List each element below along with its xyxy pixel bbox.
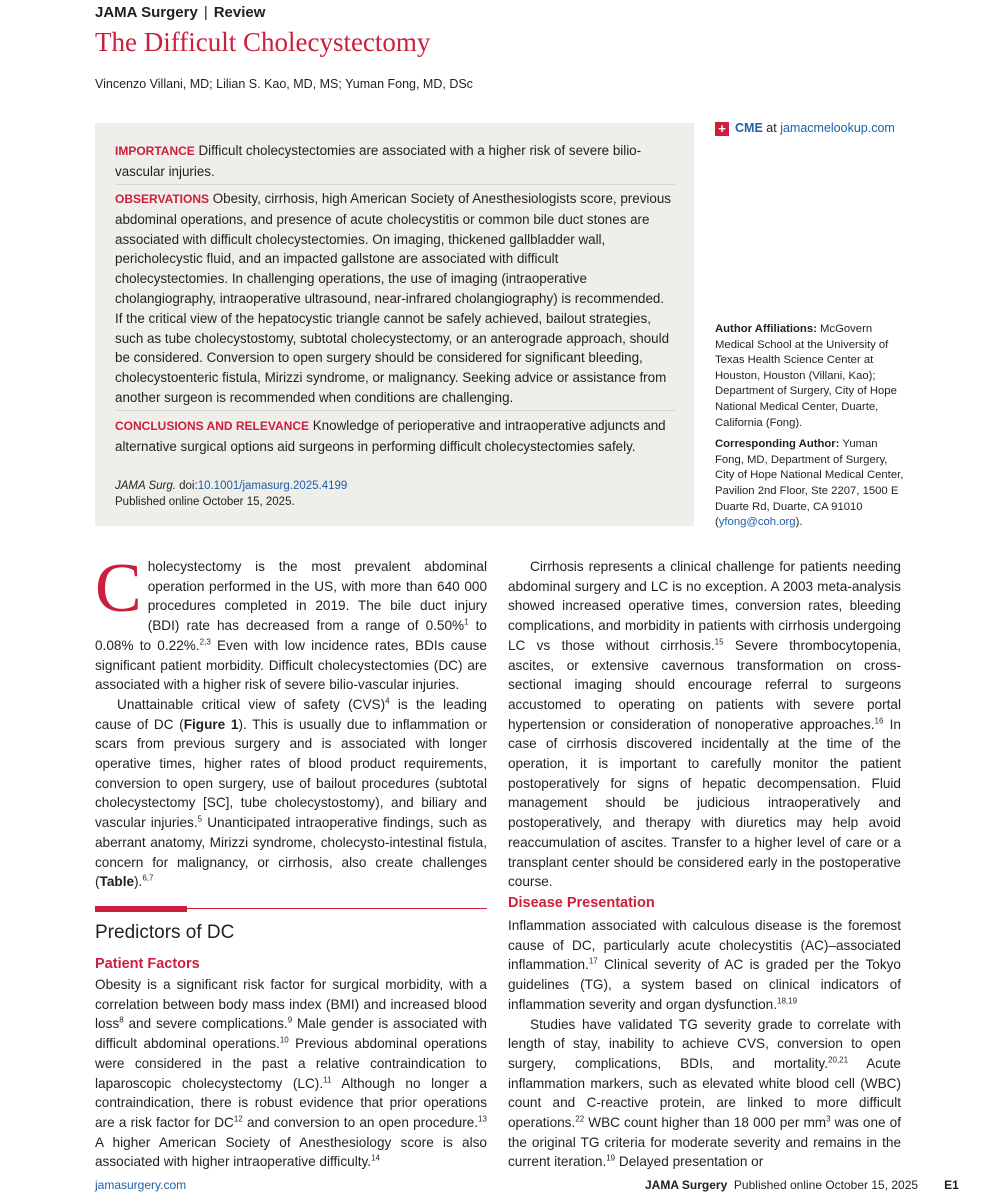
article-title: The Difficult Cholecystectomy xyxy=(95,27,431,57)
ref-sup: 11 xyxy=(323,1074,332,1084)
header-separator: | xyxy=(203,4,208,21)
dp-text: Acute inflammation markers, such as elevated white blood cell (WBC) count and C-reactive protein, are linked to more difficult operations. xyxy=(508,1055,901,1131)
ref-sup: 1 xyxy=(464,617,469,627)
ref-sup: 14 xyxy=(371,1153,380,1163)
intro-text: ). This is usually due to inflammation or scars from previous surgery and is associated with longer operative times, higher rates of blood product requirements, conversion to open surgery, use of bailout procedures (subtotal cholecystectomy [SC], tube cholecystostomy), and biliary and vascular injuries. xyxy=(95,716,487,831)
conclusions-text: Knowledge of perioperative and intraoperative adjuncts and alternative surgical options aid surgeons in performing difficult cholecystectomies safely. xyxy=(115,418,666,454)
ref-sup: 9 xyxy=(287,1015,293,1025)
journal-name: JAMA Surgery xyxy=(95,4,198,21)
dp-text: Clinical severity of AC is graded per the Tokyo guidelines (TG), a system based on clinical indicators of inflammation severity and organ dysfunction. xyxy=(508,957,901,1012)
ref-sup: 3 xyxy=(826,1114,831,1124)
intro-text: Unattainable critical view of safety (CVS) xyxy=(117,696,386,712)
intro-paragraph-1 xyxy=(95,550,487,695)
cme-block xyxy=(715,121,895,136)
patient-factors-paragraph xyxy=(95,975,487,1172)
ref-sup: 16 xyxy=(874,716,884,726)
ref-sup: 18,19 xyxy=(777,996,798,1006)
ref-sup: 8 xyxy=(119,1015,124,1025)
subheading-patient-factors: Patient Factors xyxy=(95,956,200,972)
corresponding-text: Yuman Fong, MD, Department of Surgery, City of Hope National Medical Center, Pavilion 2nd Floor, Ste 2207, 1500 E Duarte Rd, Duarte, CA 91010 ( xyxy=(715,438,904,529)
pf-text: Obesity is a significant risk factor for surgical morbidity, with a correlation between body mass index (BMI) and increased blood loss xyxy=(95,977,487,1032)
cme-at: at xyxy=(766,121,777,135)
dp-text: Delayed presentation or xyxy=(615,1154,764,1170)
ref-sup: 10 xyxy=(279,1035,289,1045)
intro-text: ). xyxy=(134,874,143,890)
abstract-conclusions xyxy=(115,416,675,457)
section-heading-predictors: Predictors of DC xyxy=(95,922,235,943)
importance-label: IMPORTANCE xyxy=(115,144,195,158)
page-number: E1 xyxy=(944,1178,959,1192)
section-rule-accent xyxy=(95,906,187,912)
ref-sup: 2,3 xyxy=(199,637,211,647)
pf-text: Previous abdominal operations were considered in the past a relative contraindication to laparoscopic cholecystectomy (LC). xyxy=(95,1036,487,1091)
cite-journal: JAMA Surg. xyxy=(115,480,176,492)
pf-text: Although no longer a contraindication, there is robust evidence that prior operations are a risk factor for DC xyxy=(95,1075,487,1130)
cirrhosis-text: Severe thrombocytopenia, ascites, or extensive cavernous transformation on cross-sectional imaging should encourage referral to surgeons accustomed to operating on patients with severe portal hypertension or consideration of nonoperative approaches. xyxy=(508,637,901,732)
intro-paragraph-2 xyxy=(95,695,487,892)
disease-paragraph-1 xyxy=(508,916,901,1015)
ref-sup: 20,21 xyxy=(828,1055,849,1065)
cirrhosis-paragraph xyxy=(508,557,901,892)
ref-sup: 15 xyxy=(714,637,724,647)
abstract-divider xyxy=(115,184,675,185)
dp-text: Inflammation associated with calculous disease is the foremost cause of DC, particularly acute cholecystitis (AC)–associated inflammation. xyxy=(508,918,901,973)
body-column-left-patient-factors xyxy=(95,975,487,1172)
corresponding-label: Corresponding Author: xyxy=(715,438,840,451)
ref-sup: 12 xyxy=(233,1114,243,1124)
dp-text: Studies have validated TG severity grade to correlate with length of stay, inability to achieve CVS, conversion to open surgery, complications, BDIs, and mortality. xyxy=(508,1016,901,1071)
figure-ref-link[interactable]: Figure 1 xyxy=(183,716,239,732)
disease-paragraph-2 xyxy=(508,1015,901,1173)
ref-sup: 22 xyxy=(575,1114,585,1124)
pf-text: Male gender is associated with difficult abdominal operations. xyxy=(95,1016,487,1052)
affiliations-label: Author Affiliations: xyxy=(715,323,817,335)
ref-sup: 13 xyxy=(478,1114,487,1124)
pf-text: A higher American Society of Anesthesiology score is also associated with higher intraoperative difficulty. xyxy=(95,1134,487,1170)
pf-text: and conversion to an open procedure. xyxy=(242,1114,479,1130)
footer-info xyxy=(645,1178,959,1192)
cirrhosis-text: In case of cirrhosis discovered incidentally at the time of the operation, it is important to carefully monitor the patient postoperatively for signs of hepatic decompensation. Fluid management should be judicious intraoperatively and postoperatively, and therapy with diuretics may help avoid reaccumulation of ascites. Transfer to a higher level of care or a transplant center should be considered early in the postoperative course. xyxy=(508,716,901,890)
cirrhosis-text: Cirrhosis represents a clinical challenge for patients needing abdominal surgery and LC is no exception. A 2003 meta-analysis showed increased operative times, conversion rates, bleeding complications, and morbidity in patients with cirrhosis undergoing LC vs those without cirrhosis. xyxy=(508,559,901,653)
intro-text: to 0.08% to 0.22%. xyxy=(95,618,487,653)
cme-plus-icon: + xyxy=(715,122,729,136)
citation-block xyxy=(115,478,347,510)
published-date: Published online October 15, 2025. xyxy=(115,496,295,508)
ref-sup: 19 xyxy=(606,1153,616,1163)
pf-text: and severe complications. xyxy=(123,1016,288,1032)
footer-journal: JAMA Surgery xyxy=(645,1178,728,1192)
dp-text: was one of the original TG criteria for moderate severity and remains in the current iteration. xyxy=(508,1115,901,1170)
body-column-right-disease xyxy=(508,916,901,1172)
cme-label: CME xyxy=(735,121,763,135)
ref-sup: 4 xyxy=(385,696,390,706)
body-column-right-cirrhosis xyxy=(508,557,901,892)
footer-published: Published online October 15, 2025 xyxy=(733,1178,919,1192)
doi-link[interactable]: 10.1001/jamasurg.2025.4199 xyxy=(197,480,348,492)
journal-header xyxy=(95,4,265,21)
intro-text: is the leading cause of DC ( xyxy=(95,696,487,732)
intro-text: Unanticipated intraoperative findings, such as aberrant anatomy, Mirizzi syndrome, cholecysto-intestinal fistula, concern for malignancy, or cirrhosis, also create challenges ( xyxy=(95,815,487,890)
cme-link[interactable]: jamacmelookup.com xyxy=(780,121,895,135)
abstract-divider xyxy=(115,410,675,411)
affiliations-text: McGovern Medical School at the University of Texas Health Science Center at Houston, Houston (Villani, Kao); Department of Surgery, City of Hope National Medical Center, Duarte, California (Fong). xyxy=(715,323,897,429)
ref-sup: 5 xyxy=(197,814,203,824)
footer-site-link[interactable]: jamasurgery.com xyxy=(95,1178,187,1192)
author-affiliations xyxy=(715,322,905,537)
importance-text: Difficult cholecystectomies are associated with a higher risk of severe bilio-vascular injuries. xyxy=(115,143,642,179)
abstract-box xyxy=(95,123,694,526)
ref-sup: 17 xyxy=(588,956,598,966)
intro-text: Even with low incidence rates, BDIs cause significant patient morbidity. Difficult cholecystectomies (DC) are associated with a higher risk of severe bilio-vascular injuries. xyxy=(95,637,487,693)
article-type: Review xyxy=(213,4,266,21)
table-ref-link[interactable]: Table xyxy=(99,874,135,890)
subheading-disease-presentation: Disease Presentation xyxy=(508,895,655,911)
cite-doi-prefix: doi: xyxy=(179,480,198,492)
dropcap: C xyxy=(95,550,142,627)
conclusions-label: CONCLUSIONS AND RELEVANCE xyxy=(115,419,310,433)
corresponding-email-link[interactable]: yfong@coh.org xyxy=(718,516,796,529)
ref-sup: 6,7 xyxy=(142,873,154,883)
author-list: Vincenzo Villani, MD; Lilian S. Kao, MD, MS; Yuman Fong, MD, DSc xyxy=(95,77,473,91)
observations-label: OBSERVATIONS xyxy=(115,192,210,206)
observations-text: Obesity, cirrhosis, high American Society of Anesthesiologists score, previous abdominal operations, and presence of acute cholecystitis or common bile duct stones are associated with difficult cholecystectomies. On imaging, thickened gallbladder wall, pericholecystic fluid, and an impacted gallstone are associated with difficult cholecystectomies. In challenging operations, the use of imaging (intraoperative cholangiography, intraoperative ultrasound, near-infrared cholangiography) is recommended. If the critical view of the hepatocystic triangle cannot be safely achieved, bailout strategies, such as tube cholecystostomy, subtotal cholecystectomy, or an anterograde approach, should be considered. Conversion to open surgery should be considered for significant bleeding, cholecystoenteric fistula, Mirizzi syndrome, or malignancy. Seeking advice or assistance from another surgeon is recommended when conditions are challenging. xyxy=(115,191,671,405)
body-column-left-intro xyxy=(95,550,487,892)
abstract-importance xyxy=(115,141,675,182)
abstract-observations xyxy=(115,189,675,408)
dp-text: WBC count higher than 18 000 per mm xyxy=(584,1115,827,1131)
corresponding-close: ). xyxy=(795,516,803,529)
intro-text: holecystectomy is the most prevalent abdominal operation performed in the US, with more than 640 000 procedures completed in 2019. The bile duct injury (BDI) rate has decreased from a range of 0.50% xyxy=(147,559,487,634)
